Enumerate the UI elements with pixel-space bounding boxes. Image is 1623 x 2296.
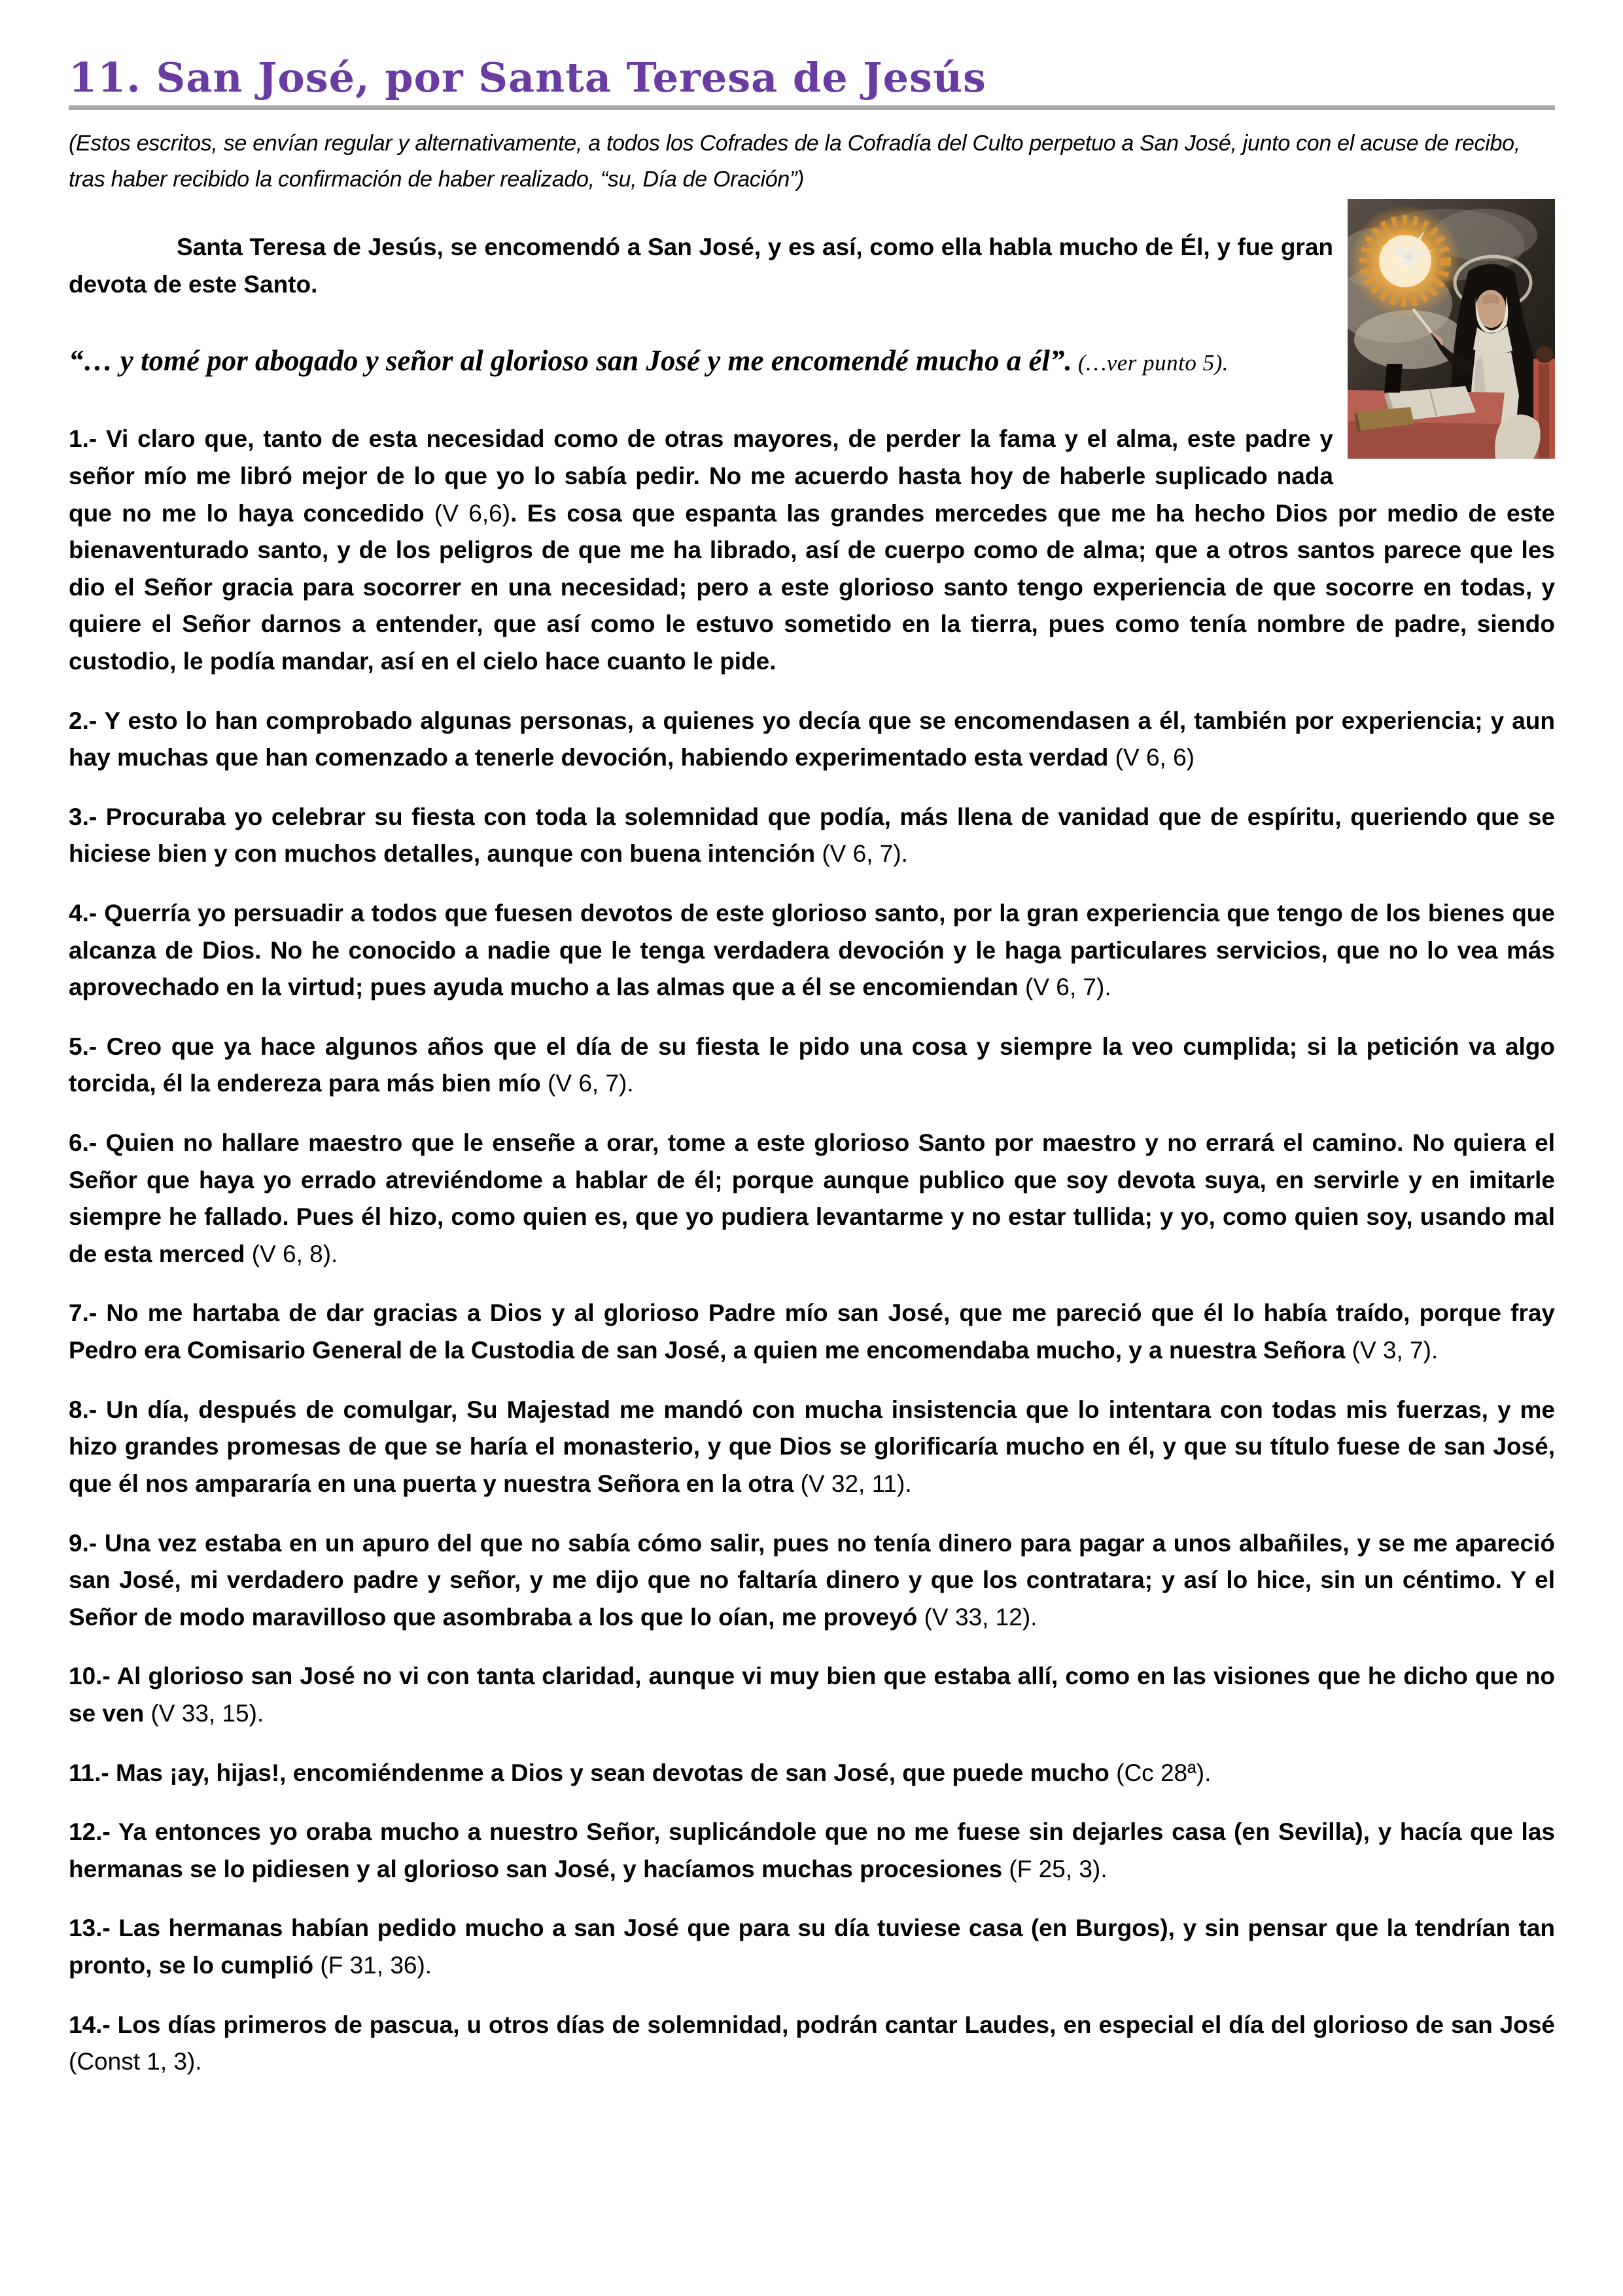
lead-paragraph: Santa Teresa de Jesús, se encomendó a San José, y es así, como ella habla mucho de Él, y fue gran devota de este Santo. <box>69 234 1333 298</box>
source-reference: (V 33, 12). <box>924 1603 1038 1631</box>
title-divider <box>69 105 1555 110</box>
numbered-paragraph <box>69 1755 1555 1792</box>
source-reference: (V 6,6) <box>434 499 511 527</box>
paragraph-text: . Es cosa que espanta las grandes mercedes que me ha hecho Dios por medio de este bienaventurado santo, y de los peligros de que me ha librado, así de cuerpo como de alma; que a otros santos parece que les dio el Señor gracia para socorrer en una necesidad; pero a este glorioso santo tengo experiencia de que socorre en todas, y quiere el Señor darnos a entender, que así como le estuvo sometido en la tierra, pues como tenía nombre de padre, siendo custodio, le podía mandar, así en el cielo hace cuanto le pide. <box>69 499 1556 675</box>
paragraph-text: 11.- Mas ¡ay, hijas!, encomiéndenme a Dios y sean devotas de san José, que puede mucho <box>69 1759 1117 1786</box>
quote-paragraph <box>69 338 1555 384</box>
numbered-paragraph <box>69 1125 1555 1273</box>
quote-text: “… y tomé por abogado y señor al glorioso san José y me encomendé mucho a él”. <box>69 344 1072 378</box>
quote-note: (…ver punto 5). <box>1072 350 1229 376</box>
paragraph-text: 9.- Una vez estaba en un apuro del que no sabía cómo salir, pues no tenía dinero para pagar a unos albañiles, y se me apareció san José, mi verdadero padre y señor, y me dijo que no faltaría dinero y que los contratara; y así lo hice, sin un céntimo. Y el Señor de modo maravilloso que asombraba a los que lo oían, me proveyó <box>69 1529 1555 1631</box>
numbered-paragraph <box>69 2007 1555 2081</box>
numbered-paragraph <box>69 1658 1555 1732</box>
paragraph-text: 10.- Al glorioso san José no vi con tanta claridad, aunque vi muy bien que estaba allí, como en las visiones que he dicho que no se ven <box>69 1663 1555 1727</box>
paragraph-text: 6.- Quien no hallare maestro que le enseñe a orar, tome a este glorioso Santo por maestro y no errará el camino. No quiera el Señor que haya yo errado atreviéndome a hablar de él; porque aunque publico que soy devota suya, en servirle y en imitarle siempre he fallado. Pues él hizo, como quien es, que yo pudiera levantarme y no estar tullida; y yo, como quien soy, usando mal de esta merced <box>69 1129 1555 1267</box>
paragraphs <box>69 421 1555 2081</box>
paragraph-text: 7.- No me hartaba de dar gracias a Dios y al glorioso Padre mío san José, que me pareció que él lo había traído, porque fray Pedro era Comisario General de la Custodia de san José, a quien me encomendaba mucho, y a nuestra Señora <box>69 1299 1555 1364</box>
page-title: 11. San José, por Santa Teresa de Jesús <box>69 54 986 101</box>
source-reference: (V 6, 7). <box>1025 974 1111 1001</box>
numbered-paragraph <box>69 703 1555 777</box>
numbered-paragraph <box>69 1525 1555 1636</box>
source-reference: (V 33, 15). <box>150 1699 264 1727</box>
paragraph-text: 2.- Y esto lo han comprobado algunas personas, a quienes yo decía que se encomendasen a él, también por experiencia; y aun hay muchas que han comenzado a tenerle devoción, habiendo experimentado esta verdad <box>69 707 1555 771</box>
source-reference: (V 6, 6) <box>1115 744 1195 771</box>
source-reference: (Const 1, 3). <box>69 2048 202 2075</box>
numbered-paragraph <box>69 1029 1555 1103</box>
numbered-paragraph <box>69 1295 1555 1369</box>
numbered-paragraph <box>69 1910 1555 1984</box>
source-reference: (V 6, 8). <box>251 1240 338 1267</box>
paragraph-text: 3.- Procuraba yo celebrar su fiesta con toda la solemnidad que podía, más llena de vanidad que de espíritu, queriendo que se hiciese bien y con muchos detalles, aunque con buena intención <box>69 803 1555 868</box>
paragraph-text: 5.- Creo que ya hace algunos años que el día de su fiesta le pido una cosa y siempre la veo cumplida; si la petición va algo torcida, él la endereza para más bien mío <box>69 1033 1555 1097</box>
paragraph-text: 1.- Vi claro que, tanto de esta necesidad como de otras mayores, de perder la fama y el alma, este padre y señor mío me libró mejor de lo que yo lo sabía pedir. No me acuerdo hasta hoy de haberle suplicado nada que no me lo haya concedido <box>69 425 1333 527</box>
source-reference: (V 6, 7). <box>548 1070 634 1097</box>
paragraph-text: 14.- Los días primeros de pascua, u otros días de solemnidad, podrán cantar Laudes, en especial el día del glorioso de san José <box>69 2011 1555 2038</box>
source-reference: (F 31, 36). <box>320 1952 432 1979</box>
source-reference: (V 6, 7). <box>822 840 908 868</box>
numbered-paragraph <box>69 421 1555 680</box>
source-reference: (F 25, 3). <box>1009 1855 1108 1882</box>
source-reference: (V 32, 11). <box>800 1470 912 1497</box>
paragraph-text: 4.- Querría yo persuadir a todos que fuesen devotos de este glorioso santo, por la gran experiencia que tengo de los bienes que alcanza de Dios. No he conocido a nadie que le tenga verdadera devoción y le haga particulares servicios, que no lo vea más aprovechado en la virtud; pues ayuda mucho a las almas que a él se encomiendan <box>69 899 1555 1001</box>
numbered-paragraph <box>69 1392 1555 1503</box>
paragraph-text: 13.- Las hermanas habían pedido mucho a san José que para su día tuviese casa (en Burgos), y sin pensar que la tendrían tan pronto, se lo cumplió <box>69 1915 1555 1979</box>
intro-note: (Estos escritos, se envían regular y alternativamente, a todos los Cofrades de la Cofradía del Culto perpetuo a San José, junto con el acuse de recibo, tras haber recibido la confirmación de haber realizado, “su, Día de Oración”) <box>69 131 1520 192</box>
santa-teresa-painting <box>1348 199 1555 459</box>
paragraph-text: 8.- Un día, después de comulgar, Su Majestad me mandó con mucha insistencia que lo intentara con todas mis fuerzas, y me hizo grandes promesas de que se haría el monasterio, y que Dios se glorificaría mucho en él, y que su título fuese de san José, que él nos ampararía en una puerta y nuestra Señora en la otra <box>69 1396 1555 1497</box>
paragraph-text: 12.- Ya entonces yo oraba mucho a nuestro Señor, suplicándole que no me fuese sin dejarles casa (en Sevilla), y hacía que las hermanas se lo pidiesen y al glorioso san José, y hacíamos muchas procesiones <box>69 1818 1555 1882</box>
source-reference: (Cc 28ª). <box>1116 1759 1212 1786</box>
numbered-paragraph <box>69 799 1555 873</box>
numbered-paragraph <box>69 895 1555 1006</box>
source-reference: (V 3, 7). <box>1352 1337 1439 1364</box>
numbered-paragraph <box>69 1814 1555 1888</box>
